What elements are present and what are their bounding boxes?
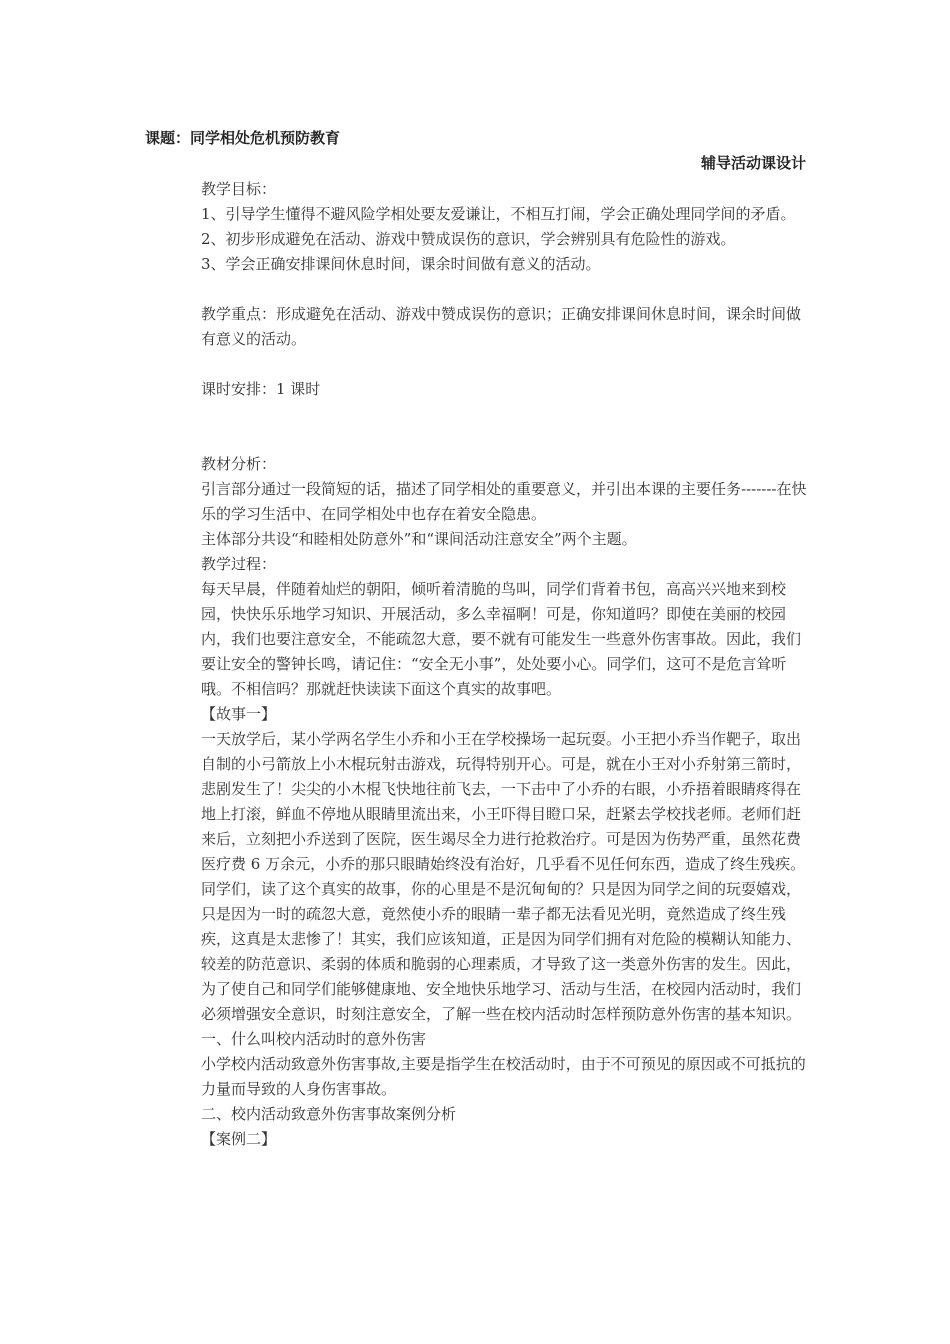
objective-item-2: 2、初步形成避免在活动、游戏中赞成误伤的意识，学会辨别具有危险性的游戏。: [201, 230, 736, 248]
spacer: [201, 402, 813, 452]
section-2-heading: 二、校内活动致意外伤害事故案例分析: [201, 1105, 457, 1123]
story-heading: 【故事一】: [201, 705, 277, 723]
story-text: 一天放学后，某小学两名学生小乔和小王在学校操场一起玩耍。小王把小乔当作靶子，取出自制的小弓箭放上小木棍玩射击游戏，玩得特别开心。可是，就在小王对小乔射第三箭时，悲剧发生了！尖尖的小木棍飞快地往前飞去，一下击中了小乔的右眼，小乔捂着眼睛疼得在地上打滚，鲜血不停地从眼睛里流出来，小王吓得目瞪口呆，赶紧去学校找老师。老师们赶来后，立刻把小乔送到了医院，医生竭尽全力进行抢救治疗。可是因为伤势严重，虽然花费医疗费 6 万余元，小乔的那只眼睛始终没有治好，几乎看不见任何东西，造成了终生残疾。: [201, 730, 806, 873]
section-1-text: 小学校内活动致意外伤害事故,主要是指学生在校活动时，由于不可预见的原因或不可抵抗的力量而导致的人身伤害事故。: [201, 1055, 806, 1098]
process-intro: 每天早晨，伴随着灿烂的朝阳，倾听着清脆的鸟叫，同学们背着书包，高高兴兴地来到校园，快快乐乐地学习知识、开展活动，多么幸福啊！可是，你知道吗？即使在美丽的校园内，我们也要注意安全，不能疏忽大意，要不就有可能发生一些意外伤害事故。因此，我们要让安全的警钟长鸣，请记住：“安全无小事”，处处要小心。同学们，这可不是危言耸听哦。不相信吗？那就赶快读读下面这个真实的故事吧。: [201, 580, 802, 698]
analysis-paragraph-1: 引言部分通过一段简短的话，描述了同学相处的重要意义，并引出本课的主要任务-------在快乐的学习生活中、在同学相处中也存在着安全隐患。: [201, 480, 807, 523]
lesson-title: 课题：同学相处危机预防教育: [145, 129, 341, 147]
schedule: 课时安排：1 课时: [201, 380, 321, 398]
case-heading: 【案例二】: [201, 1130, 277, 1148]
lesson-subtitle: 辅导活动课设计: [700, 154, 806, 172]
spacer: [201, 277, 813, 302]
objectives-label: 教学目标：: [201, 180, 277, 198]
process-label: 教学过程：: [201, 555, 277, 573]
document-body: [201, 177, 813, 1152]
objective-item-3: 3、学会正确安排课间休息时间，课余时间做有意义的活动。: [201, 255, 601, 273]
analysis-label: 教材分析：: [201, 455, 277, 473]
objective-item-1: 1、引导学生懂得不避风险学相处要友爱谦让，不相互打闹，学会正确处理同学间的矛盾。: [201, 205, 796, 223]
reflection-text: 同学们，读了这个真实的故事，你的心里是不是沉甸甸的？只是因为同学之间的玩耍嬉戏，只是因为一时的疏忽大意，竟然使小乔的眼睛一辈子都无法看见光明，竟然造成了终生残疾，这真是太悲惨了！其实，我们应该知道，正是因为同学们拥有对危险的模糊认知能力、较差的防范意识、柔弱的体质和脆弱的心理素质，才导致了这一类意外伤害的发生。因此，为了使自己和同学们能够健康地、安全地快乐地学习、活动与生活，在校园内活动时，我们必须增强安全意识，时刻注意安全，了解一些在校内活动时怎样预防意外伤害的基本知识。: [201, 880, 802, 1023]
section-1-heading: 一、什么叫校内活动时的意外伤害: [201, 1030, 427, 1048]
analysis-paragraph-2: 主体部分共设“和睦相处防意外”和“课间活动注意安全”两个主题。: [201, 530, 637, 548]
key-points: 教学重点：形成避免在活动、游戏中赞成误伤的意识；正确安排课间休息时间，课余时间做有意义的活动。: [201, 305, 802, 348]
spacer: [201, 352, 813, 377]
